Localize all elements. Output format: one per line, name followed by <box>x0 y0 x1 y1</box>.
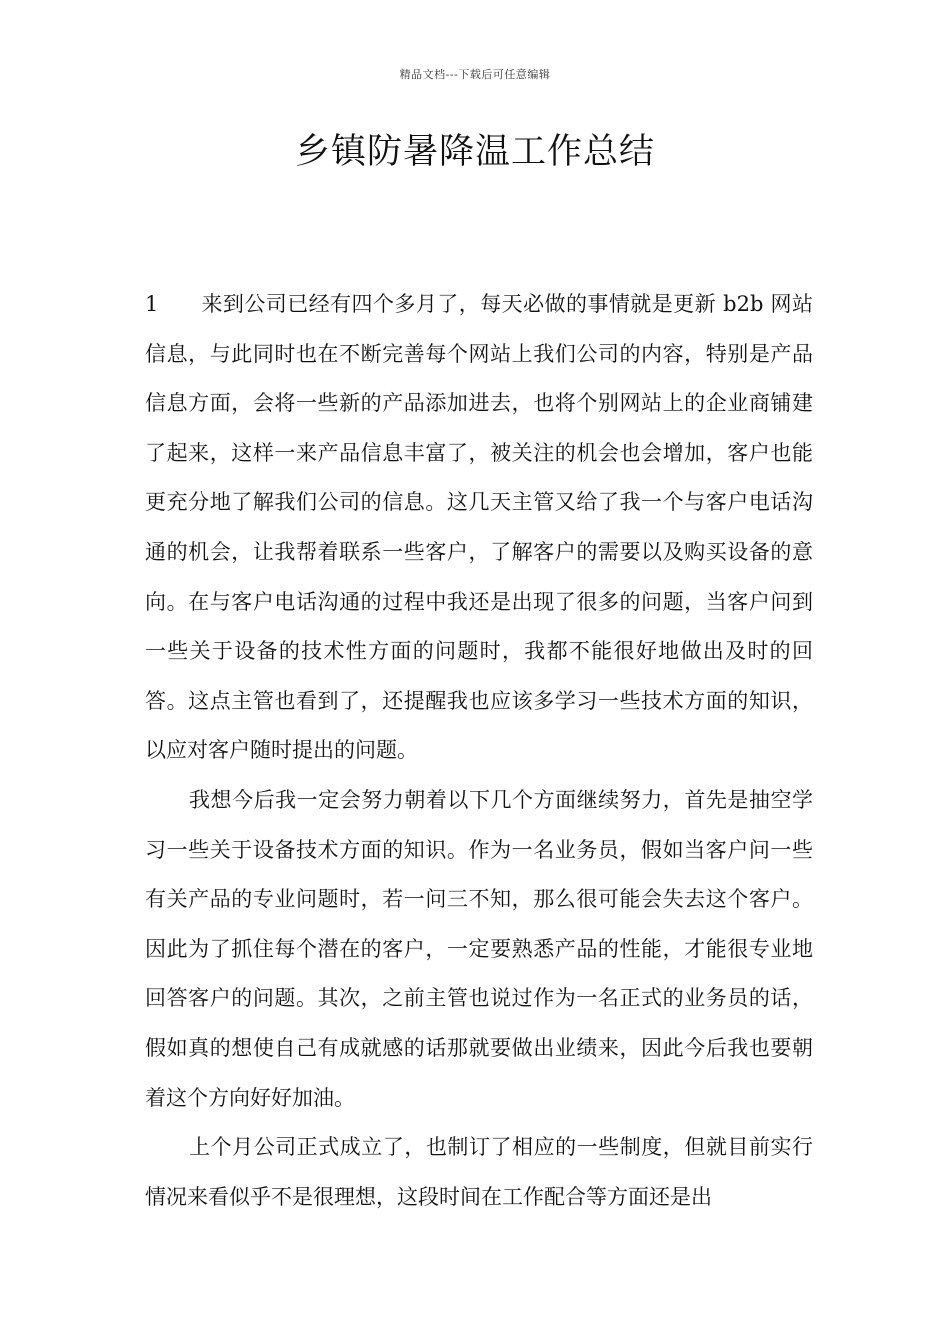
document-title: 乡镇防暑降温工作总结 <box>294 132 655 172</box>
document-body <box>145 280 813 1222</box>
paragraph-number: 1 <box>145 292 159 316</box>
paragraph-1-text: 来到公司已经有四个多月了，每天必做的事情就是更新 b2b 网站信息，与此同时也在不断完善每个网站上我们公司的内容，特别是产品信息方面，会将一些新的产品添加进去，也将个别网站上的企业商铺建了起来，这样一来产品信息丰富了，被关注的机会也会增加，客户也能更充分地了解我们公司的信息。这几天主管又给了我一个与客户电话沟通的机会，让我帮着联系一些客户，了解客户的需要以及购买设备的意向。在与客户电话沟通的过程中我还是出现了很多的问题，当客户问到一些关于设备的技术性方面的问题时，我都不能很好地做出及时的回答。这点主管也看到了，还提醒我也应该多学习一些技术方面的知识，以应对客户随时提出的问题。 <box>145 292 813 763</box>
paragraph-1 <box>145 280 813 776</box>
paragraph-2: 我想今后我一定会努力朝着以下几个方面继续努力，首先是抽空学习一些关于设备技术方面的知识。作为一名业务员，假如当客户问一些有关产品的专业问题时，若一问三不知，那么很可能会失去这个客户。因此为了抓住每个潜在的客户，一定要熟悉产品的性能，才能很专业地回答客户的问题。其次，之前主管也说过作为一名正式的业务员的话，假如真的想使自己有成就感的话那就要做出业绩来，因此今后我也要朝着这个方向好好加油。 <box>145 787 813 1110</box>
header-note: 精品文档---下载后可任意编辑 <box>399 68 551 81</box>
paragraph-3: 上个月公司正式成立了，也制订了相应的一些制度，但就目前实行情况来看似乎不是很理想，这段时间在工作配合等方面还是出 <box>145 1135 813 1209</box>
